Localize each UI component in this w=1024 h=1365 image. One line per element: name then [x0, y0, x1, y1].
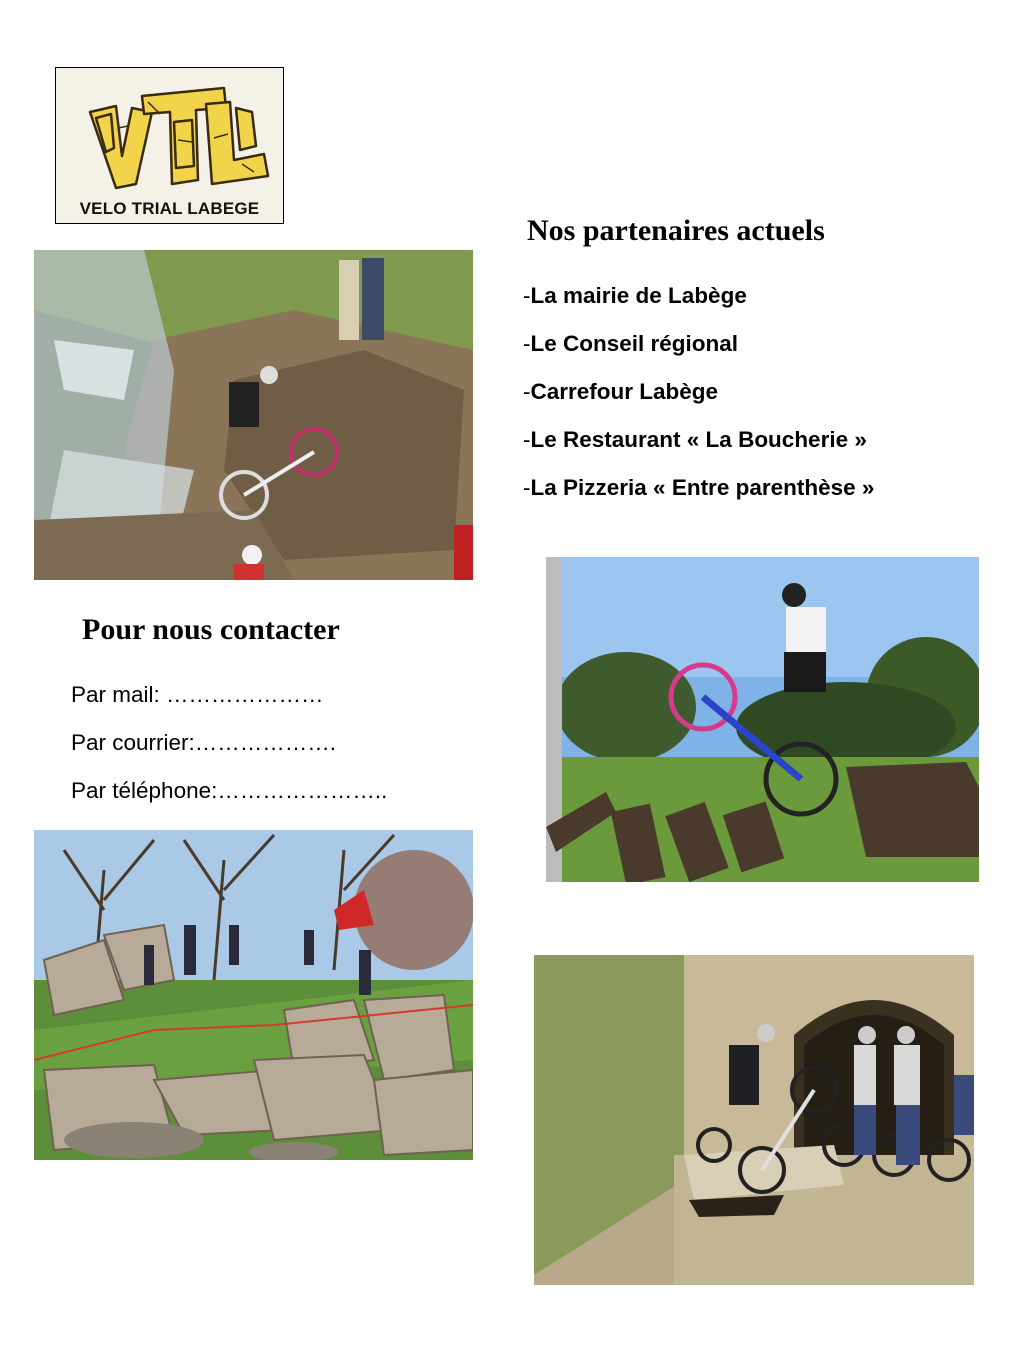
list-dash: - [523, 475, 531, 500]
partner-item [523, 378, 874, 426]
contact-post: Par courrier:………………. [71, 730, 337, 755]
photo-crowd-course [34, 830, 473, 1160]
contact-phone: Par téléphone:………………….. [71, 778, 388, 803]
partners-heading: Nos partenaires actuels [527, 214, 825, 247]
partner-label: Le Restaurant « La Boucherie » [530, 427, 867, 452]
partner-label: Carrefour Labège [530, 379, 719, 404]
partner-label: Le Conseil régional [530, 331, 739, 356]
contact-heading: Pour nous contacter [82, 613, 340, 646]
contact-mail: Par mail: ………………… [71, 682, 324, 707]
contact-list [71, 681, 387, 825]
photo-waterfall-rider [34, 250, 473, 580]
partner-label: La mairie de Labège [530, 283, 747, 308]
list-dash: - [523, 427, 531, 452]
club-logo [55, 67, 284, 224]
photo-tunnel-group [534, 955, 974, 1285]
partner-item [523, 426, 874, 474]
partner-item [523, 330, 874, 378]
list-dash: - [523, 331, 531, 356]
list-dash: - [523, 283, 531, 308]
photo-jump-rider [546, 557, 979, 882]
logo-text: VELO TRIAL LABEGE [79, 199, 260, 218]
list-dash: - [523, 379, 531, 404]
partner-item [523, 474, 874, 522]
partner-item [523, 282, 874, 330]
partners-list [523, 282, 874, 522]
partner-label: La Pizzeria « Entre parenthèse » [530, 475, 875, 500]
